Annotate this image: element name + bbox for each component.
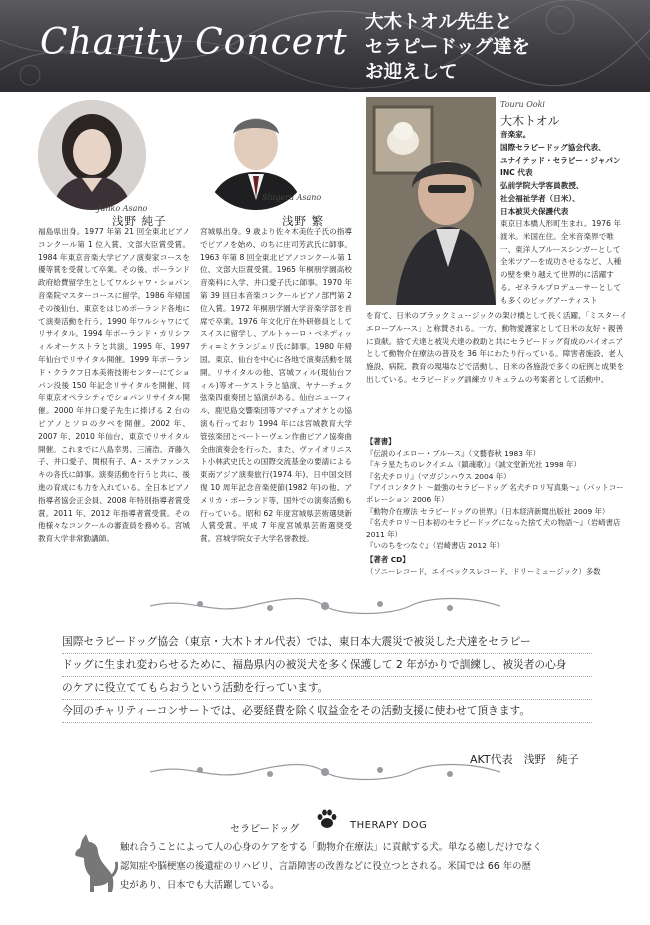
header-banner <box>0 0 650 92</box>
therapy-dog-label-en: THERAPY DOG <box>350 820 428 831</box>
name-oki-toru: 大木トオル <box>500 114 560 128</box>
photo-oki-toru <box>366 97 496 305</box>
dog-silhouette-icon <box>72 832 118 896</box>
cd-heading: 【著者 CD】 <box>366 554 410 564</box>
list-item: 『いのちをつなぐ』（岩崎書店 2012 年） <box>366 541 505 551</box>
charity-message: 国際セラピードッグ協会（東京・大木トオル代表）では、東日本大震災で被災した犬達をセラピー ドッグに生まれ変わらせるために、福島県内の被災犬を多く保護して 2 年がかりで訓練し、被災者の心身 のケアに役立ててもらおうという活動を行っています。 今回のチャリティーコンサートでは、必要経費を除く収益金をその活動支援に使わせて頂きます。 <box>62 631 592 723</box>
vine-divider-icon <box>150 596 500 616</box>
list-item: 『名犬チロリ～日本初のセラピードッグになった捨て犬の物語～』（岩崎書店 2011 年） <box>366 518 621 539</box>
message-signature: AKT代表 浅野 純子 <box>470 753 579 766</box>
therapy-dog-label: セラピードッグ <box>230 824 300 835</box>
name-asano-junko: 浅野 純子 <box>112 214 167 228</box>
signature-asano-shigeru: Shigeru Asano <box>262 193 322 202</box>
therapy-dog-description: 触れ合うことによって人の心身のケアをする「動物介在療法」に貢献する犬。単なる癒しだけでなく 認知症や脳梗塞の後遺症のリハビリ、言語障害の改善などに役立つとされる。米国では 66 年の歴 史があり、日本でも大活躍している。 <box>120 842 542 891</box>
page-subtitle: 大木トオル先生と セラピードッグ達を お迎えして <box>365 12 531 83</box>
bio-oki-toru-side: 東京日本橋人形町生まれ。1976 年渡米。米国在住。全米音楽界で唯一、東洋人ブルースシンガーとして全米ツアーを成功させるなど、人種の壁を乗り越えて世界的に活躍する。ゼネラルプロデューサーとしても多くのビッグアーティスト <box>500 219 622 305</box>
bio-asano-shigeru: 宮城県出身。9 歳より佐々木美佐子氏の指導でピアノを始め、のちに庄司芳武氏に師事。1963 年第 8 回全東北ピアノコンクール第 1 位、文部大臣賞受賞。1965 年桐朋学園高校音楽科に入学、井口愛子氏に師事。1970 年第 39 回日本音楽コンクールピアノ部門第 2 位入賞。1972 年桐朋学園大学音楽学部を首席で卒業。1976 年文化庁在外研修員としてスイスに留学し、アルトゥーロ・ベネディッティ=ミケランジェリ氏に師事。1980 年帰国。東京、仙台を中心に各地で演奏活動を展開。リサイタルの他、宮城フィル(現仙台フィル)等オーケストラと協演、ヤナーチェク弦楽四重奏団と協演がある。仙台ニューフィル、鹿児島交響楽団等アマチュアオケとの協演も行っており 1994 年には宮城教育大学管弦楽団とベートーヴェン作曲ピアノ協奏曲全曲演奏会を行った。また、ヴァイオリニスト小林武史氏との国際交流基金の要請による東南アジア演奏旅行(1974 年)、日中国交回復 10 周年記念音楽使節(1982 年)の他、アメリカ・ポーランド等、国外での演奏活動も行っている。昭和 62 年度宮城県芸術選奨新人賞受賞。平成 7 年度宮城県芸術選奨受賞。宮城学院女子大学名誉教授。 <box>200 227 352 544</box>
portrait-asano-junko <box>38 100 146 210</box>
signature-asano-junko: Junko Asano <box>97 204 148 213</box>
list-item: 『伝説のイエロー・ブルース』（文藝春秋 1983 年） <box>366 448 541 458</box>
name-asano-shigeru: 浅野 繁 <box>282 214 325 228</box>
bio-oki-toru-full: を育て、日米のブラックミュージックの架け橋として長く活躍、「ミスターイエローブルース」と称賛される。一方、動物愛護家として日米の友好・親善に貢献。捨て犬達と被災犬達の救助と共にセラピードッグ育成のパイオニアとして動物介在療法の普及を 36 年にわたり行っている。障害者施設、老人施設、病院、教育の現場などで活動し、日米の各施設で多くの症例と成果を出している。セラピードッグ訓練カリキュラムの考案者として活動中。 <box>366 311 628 384</box>
paw-icon <box>316 808 338 830</box>
list-item: 『キラ星たちのレクイエム（鎮魂歌）』（誠文堂新光社 1998 年） <box>366 460 581 470</box>
signature-oki-toru: Touru Ooki <box>500 100 545 109</box>
list-item: 『動物介在療法 セラピードッグの世界』（日本経済新聞出版社 2009 年） <box>366 506 610 516</box>
page-title: Charity Concert <box>40 22 348 63</box>
vine-divider-icon <box>150 762 500 782</box>
books-heading: 【著書】 <box>366 437 396 446</box>
list-item: 『アイコンタクト ～最強のセラピードッグ 名犬チロリ写真集～』（パットコーポレーション 2006 年） <box>366 483 624 504</box>
bio-asano-junko: 福島県出身。1977 年第 21 回全東北ピアノコンクール第 1 位入賞、文部大臣賞受賞。1984 年東京音楽大学ピアノ演奏家コースを優等賞を受賞して卒業。その後、ポーランド政府給費留学生としてワルシャワ・ショパン音楽院マスターコースに留学。1986 年帰国その後仙台、東京をはじめポーランド各地にて演奏活動を行う。1990 年ワルシャワにてリサイタル。1994 年ポーランド・カリシフィルオーケストラと共演。1995 年、1997 年仙台でリサイタル開催。1999 年ポーランド・クラクフ日本美術技術センターにてショパン没後 150 年記念リサイタルを開催、同年東京オペラシティでショパンリサイタル開催。2000 年井口愛子先生に捧げる 2 台のピアノとソロの夕べを開催。2002 年、2007 年、2010 年仙台、東京でリサイタル開催。これまでに八島幸男、三浦浩、斉藤久子、井口愛子、関根有子、A・ステファンスキの各氏に師事。演奏活動を行うと共に、後進の育成にも力を入れている。全日本ピアノ指導者協会正会員、2008 年特別指導者賞受賞。2011 年、2012 年指導者賞受賞。その他様々なコンクールの審査員を務める。宮城教育大学非常勤講師。 <box>38 227 190 544</box>
list-item: 『名犬チロリ』（マガジンハウス 2004 年） <box>366 471 511 481</box>
roles-oki-toru: 音楽家。 国際セラピードッグ協会代表、 ユナイテッド・セラピー・ジャパン INC 代表 弘前学院大学客員教授、 社会福祉学者（日米）、 日本被災犬保護代表 <box>500 130 621 216</box>
books-list <box>366 436 626 577</box>
cd-text: （ソニーレコード、エイベックスレコード、ドリーミュージック）多数 <box>366 566 601 576</box>
